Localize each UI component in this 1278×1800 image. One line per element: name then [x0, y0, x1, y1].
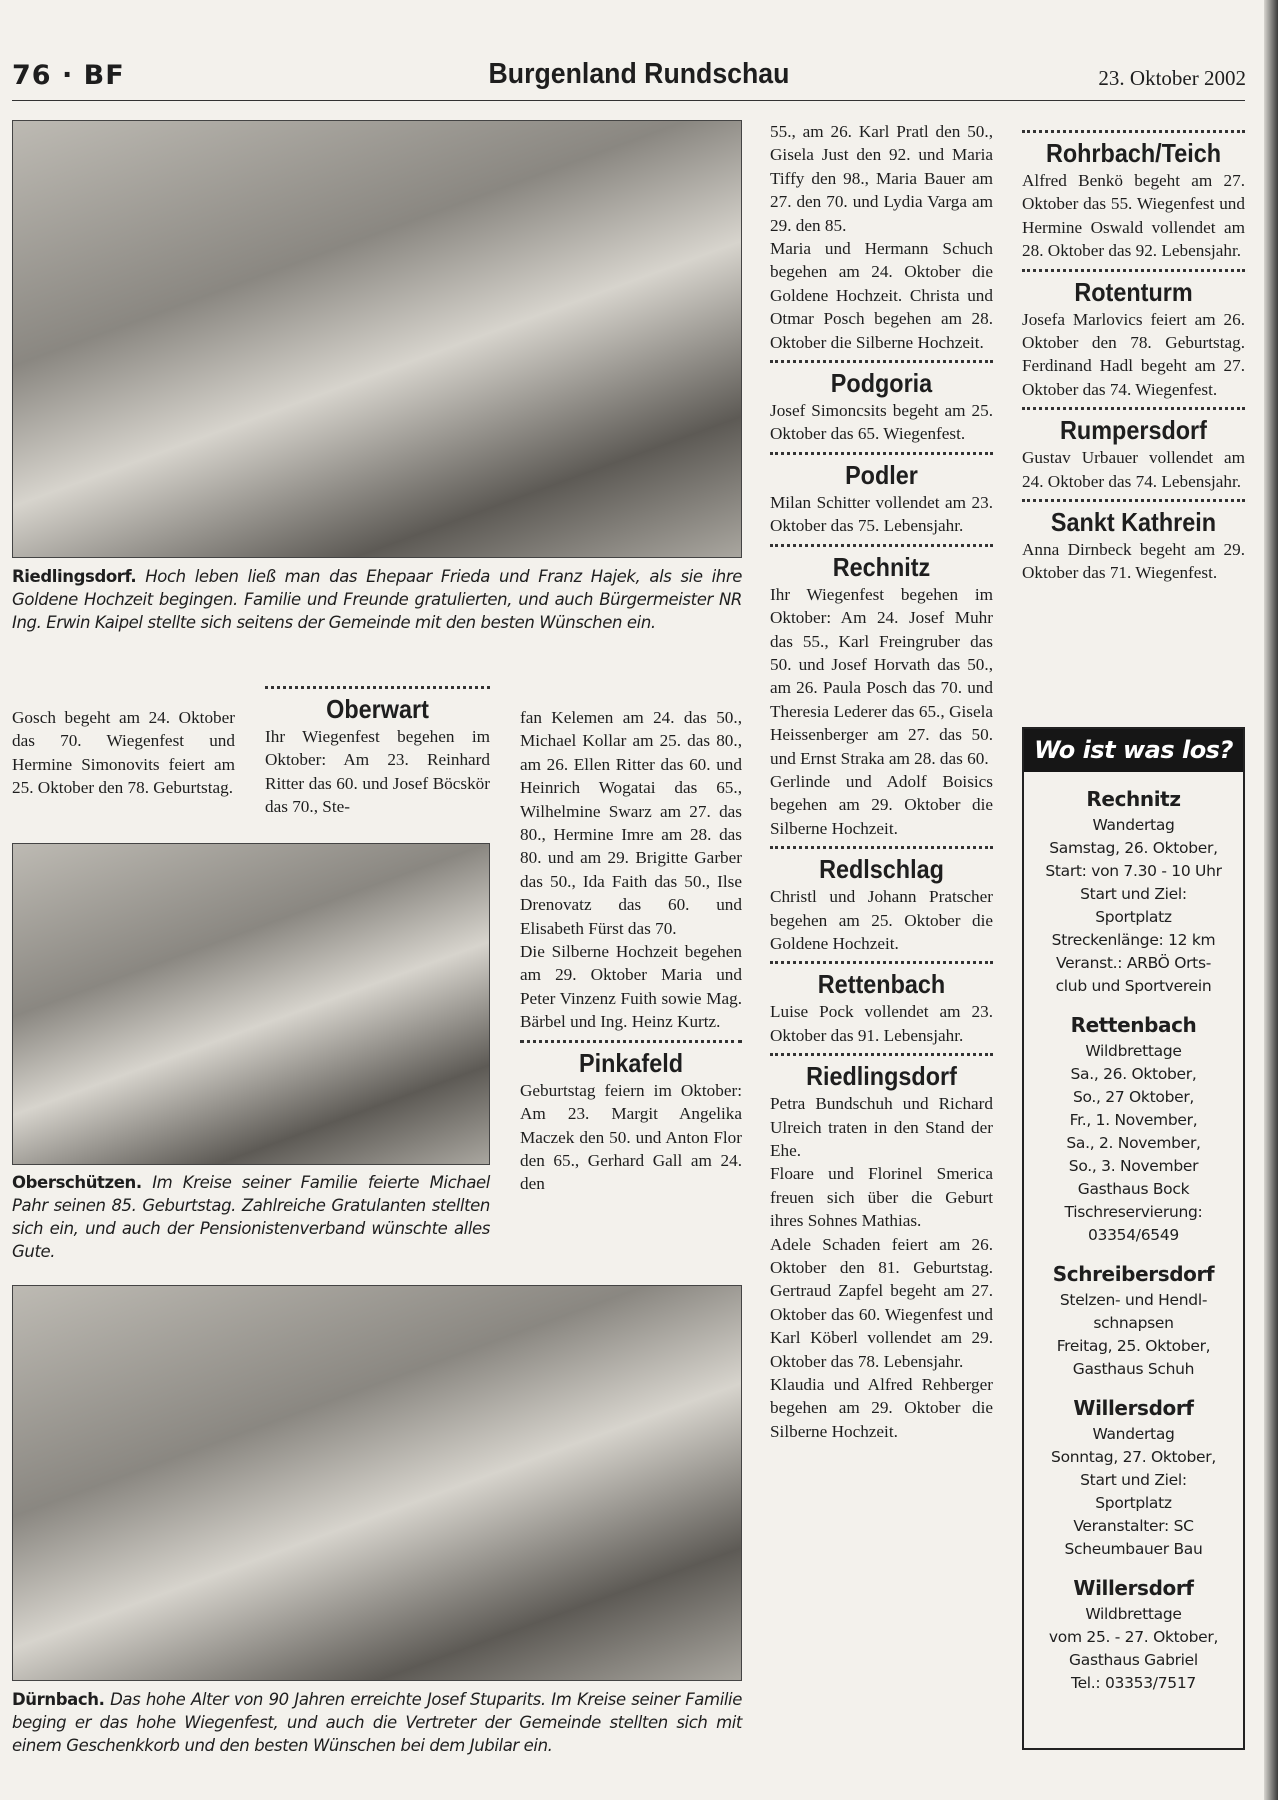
event-detail: club und Sportverein — [1055, 977, 1212, 995]
caption-text: Hoch leben ließ man das Ehepaar Frieda und Franz Hajek, als sie ihre Goldene Hochzeit begingen. Familie und Freunde gratulierten, und auch Bürgermeister NR Ing. Erwin Kaipel stellte sich seitens der Gemeinde mit den besten Wünschen ein. — [12, 567, 742, 632]
paragraph: Ihr Wiegenfest begehen im Oktober: Am 24. Josef Muhr das 55., Karl Freingruber das 50. und Josef Horvath das 50., am 26. Paula Posch das 70. und Theresia Lederer das 65., Gisela Heissenberger am 27. das 50. und Ernst Straka am 28. das 60. — [770, 584, 993, 768]
section-heading: Rohrbach/Teich — [1045, 138, 1222, 168]
paragraph: Gerlinde und Adolf Boisics begehen am 29. Oktober die Silberne Hochzeit. — [770, 771, 993, 838]
paragraph: Maria und Hermann Schuch begehen am 24. Oktober die Goldene Hochzeit. Christa und Otmar Posch begehen am 28. Oktober die Silberne Hochzeit. — [770, 239, 993, 352]
text-column-c — [520, 706, 742, 1196]
news-section — [770, 360, 993, 446]
paragraph: Floare und Florinel Smerica freuen sich über die Geburt ihres Sohnes Mathias. — [770, 1164, 993, 1231]
event-detail: schnapsen — [1093, 1314, 1174, 1332]
section-heading: Oberwart — [326, 694, 429, 724]
event-place: Schreibersdorf — [1052, 1262, 1215, 1286]
event-detail: Gasthaus Schuh — [1072, 1360, 1195, 1378]
event-detail: Sa., 2. November, — [1066, 1134, 1201, 1152]
caption-text: Im Kreise seiner Familie feierte Michael Pahr seinen 85. Geburtstag. Zahlreiche Gratulanten stellten sich ein, und auch der Pensionistenverband wünschte alles Gute. — [12, 1173, 490, 1261]
event-detail: So., 3. November — [1068, 1157, 1199, 1175]
paragraph: Adele Schaden feiert am 26. Oktober den 81. Geburtstag. Gertraud Zapfel begeht am 27. Oktober das 60. Wiegenfest und Karl Köberl vollendet am 29. Oktober das 78. Lebensjahr. — [770, 1234, 993, 1371]
news-section — [12, 706, 235, 800]
caption-place: Riedlingsdorf. — [12, 567, 137, 586]
dotted-divider — [520, 1040, 742, 1043]
photo-caption — [12, 1688, 742, 1757]
news-section — [1022, 130, 1245, 263]
dotted-divider — [265, 686, 490, 689]
paragraph: Josef Simoncsits begeht am 25. Oktober das 65. Wiegenfest. — [770, 401, 993, 444]
event-detail: Tel.: 03353/7517 — [1071, 1674, 1196, 1692]
dotted-divider — [770, 452, 993, 455]
issue-date: 23. Oktober 2002 — [1098, 66, 1246, 90]
news-section — [1022, 269, 1245, 402]
event-detail: Sa., 26. Oktober, — [1070, 1065, 1197, 1083]
event-detail: Stelzen- und Hendl- — [1059, 1291, 1208, 1309]
event-detail: Start und Ziel: — [1080, 1471, 1187, 1489]
event-place: Willersdorf — [1073, 1576, 1194, 1600]
event-detail: Start: von 7.30 - 10 Uhr — [1045, 862, 1222, 880]
dotted-divider — [770, 360, 993, 363]
dotted-divider — [770, 846, 993, 849]
event-place: Rechnitz — [1086, 787, 1181, 811]
page-binding-edge — [1264, 0, 1278, 1800]
news-section — [1022, 407, 1245, 493]
news-section — [1022, 499, 1245, 585]
paragraph: Christl und Johann Pratscher begehen am 25. Oktober die Goldene Hochzeit. — [770, 887, 993, 953]
event-entry — [1024, 1395, 1243, 1561]
event-detail: Scheumbauer Bau — [1064, 1540, 1203, 1558]
dotted-divider — [770, 544, 993, 547]
event-detail: vom 25. - 27. Oktober, — [1048, 1628, 1219, 1646]
paragraph: Klaudia und Alfred Rehberger begehen am 29. Oktober die Silberne Hochzeit. — [770, 1375, 993, 1441]
events-list — [1024, 786, 1243, 1695]
newspaper-title: Burgenland Rundschau — [488, 58, 790, 90]
caption-place: Oberschützen. — [12, 1173, 142, 1192]
dotted-divider — [1022, 130, 1245, 133]
section-heading: Redlschlag — [819, 854, 944, 885]
event-detail: Samstag, 26. Oktober, — [1049, 839, 1218, 857]
paragraph: fan Kelemen am 24. das 50., Michael Kollar am 25. das 80., am 26. Ellen Ritter das 60. und Heinrich Wogatai das 65., Wilhelmine Swarz am 27. das 80., Hermine Imre am 28. das 80. und am 29. Brigitte Garber das 50., Ida Faith das 50., Ilse Drenovatz das 60. und Elisabeth Fürst das 70. — [520, 708, 742, 938]
event-detail: Sportplatz — [1095, 1494, 1172, 1512]
paragraph: Josefa Marlovics feiert am 26. Oktober den 78. Geburtstag. Ferdinand Hadl begeht am 27. Oktober das 74. Wiegenfest. — [1022, 309, 1245, 399]
news-section — [770, 846, 993, 955]
section-heading: Rumpersdorf — [1060, 415, 1207, 446]
event-detail: Gasthaus Gabriel — [1069, 1651, 1198, 1669]
text-column-e — [1022, 124, 1245, 585]
news-section — [265, 686, 490, 819]
page-number: 76 · BF — [12, 60, 125, 91]
photo-oberschuetzen-birthday — [12, 843, 490, 1165]
news-section — [770, 961, 993, 1047]
photo-caption — [12, 565, 742, 634]
event-entry — [1024, 786, 1243, 998]
event-detail: Wildbrettage — [1085, 1605, 1182, 1623]
event-detail: Veranst.: ARBÖ Orts- — [1055, 954, 1212, 972]
paragraph: Luise Pock vollendet am 23. Oktober das 91. Lebensjahr. — [770, 1002, 993, 1045]
event-detail: Sonntag, 27. Oktober, — [1051, 1448, 1216, 1466]
news-section — [770, 452, 993, 538]
paragraph: Die Silberne Hochzeit begehen am 29. Oktober Maria und Peter Vinzenz Fuith sowie Mag. Bärbel und Ing. Heinz Kurtz. — [520, 942, 742, 1032]
event-detail: Veranstalter: SC — [1073, 1517, 1194, 1535]
caption-place: Dürnbach. — [12, 1690, 105, 1709]
event-place: Willersdorf — [1073, 1396, 1194, 1420]
section-heading: Podgoria — [830, 368, 933, 399]
event-detail: 03354/6549 — [1088, 1226, 1179, 1244]
event-detail: Freitag, 25. Oktober, — [1056, 1337, 1211, 1355]
dotted-divider — [1022, 407, 1245, 410]
dotted-divider — [770, 1053, 993, 1056]
event-entry — [1024, 1575, 1243, 1695]
paragraph: Alfred Benkö begeht am 27. Oktober das 55. Wiegenfest und Hermine Oswald vollendet am 28. Oktober das 92. Lebensjahr. — [1022, 171, 1245, 261]
text-column-d — [770, 120, 993, 1443]
paragraph: Petra Bundschuh und Richard Ulreich traten in den Stand der Ehe. — [770, 1094, 993, 1160]
paragraph: Geburtstag feiern im Oktober: Am 23. Margit Angelika Maczek den 50. und Anton Flor den 65., Gerhard Gall am 24. den — [520, 1080, 742, 1194]
event-detail: Streckenlänge: 12 km — [1051, 931, 1216, 949]
event-detail: So., 27 Oktober, — [1072, 1088, 1195, 1106]
news-section — [770, 120, 993, 354]
event-detail: Fr., 1. November, — [1069, 1111, 1198, 1129]
section-heading: Pinkafeld — [578, 1047, 684, 1078]
section-heading: Rechnitz — [832, 551, 931, 582]
section-heading: Rotenturm — [1074, 276, 1193, 307]
header-rule — [12, 100, 1245, 101]
section-heading: Rettenbach — [817, 969, 946, 1000]
text-column-a — [12, 706, 235, 800]
events-box-title: Wo ist was los? — [1024, 729, 1243, 772]
dotted-divider — [770, 961, 993, 964]
text-column-b — [265, 680, 490, 819]
paragraph: Anna Dirnbeck begeht am 29. Oktober das 71. Wiegenfest. — [1022, 540, 1245, 583]
paragraph: Milan Schitter vollendet am 23. Oktober das 75. Lebensjahr. — [770, 492, 993, 536]
dotted-divider — [1022, 499, 1245, 502]
event-detail: Wildbrettage — [1085, 1042, 1182, 1060]
event-detail: Start und Ziel: — [1080, 885, 1187, 903]
news-section — [520, 1040, 742, 1196]
caption-text: Das hohe Alter von 90 Jahren erreichte Josef Stuparits. Im Kreise seiner Familie beging er das hohe Wiegenfest, und auch die Vertreter der Gemeinde stellten sich mit einem Geschenkkorb und den besten Wünschen bei dem Jubilar ein. — [12, 1690, 742, 1755]
photo-caption — [12, 1171, 490, 1263]
event-entry — [1024, 1261, 1243, 1381]
paragraph: Gosch begeht am 24. Oktober das 70. Wiegenfest und Hermine Simonovits feiert am 25. Oktober den 78. Geburtstag. — [12, 708, 235, 798]
news-section — [770, 544, 993, 840]
event-place: Rettenbach — [1070, 1013, 1197, 1037]
paragraph: Ihr Wiegenfest begehen im Oktober: Am 23. Reinhard Ritter das 60. und Josef Böcskör das 70., Ste- — [265, 727, 490, 817]
event-detail: Gasthaus Bock — [1077, 1180, 1190, 1198]
section-heading: Podler — [845, 459, 918, 490]
events-box — [1022, 727, 1245, 1750]
photo-duernbach-jubilee — [12, 1285, 742, 1681]
paragraph: 55., am 26. Karl Pratl den 50., Gisela Just den 92. und Maria Tiffy den 98., Maria Bauer am 27. den 70. und Lydia Varga am 29. den 85. — [770, 122, 993, 235]
event-entry — [1024, 1012, 1243, 1247]
dotted-divider — [1022, 269, 1245, 272]
section-heading: Riedlingsdorf — [806, 1061, 957, 1092]
photo-riedlingsdorf-golden-wedding — [12, 120, 742, 558]
news-section — [520, 706, 742, 1034]
event-detail: Wandertag — [1092, 816, 1175, 834]
section-heading: Sankt Kathrein — [1050, 507, 1217, 538]
event-detail: Sportplatz — [1095, 908, 1172, 926]
event-detail: Tischreservierung: — [1064, 1203, 1203, 1221]
event-detail: Wandertag — [1092, 1425, 1175, 1443]
paragraph: Gustav Urbauer vollendet am 24. Oktober das 74. Lebensjahr. — [1022, 448, 1245, 491]
news-section — [770, 1053, 993, 1443]
